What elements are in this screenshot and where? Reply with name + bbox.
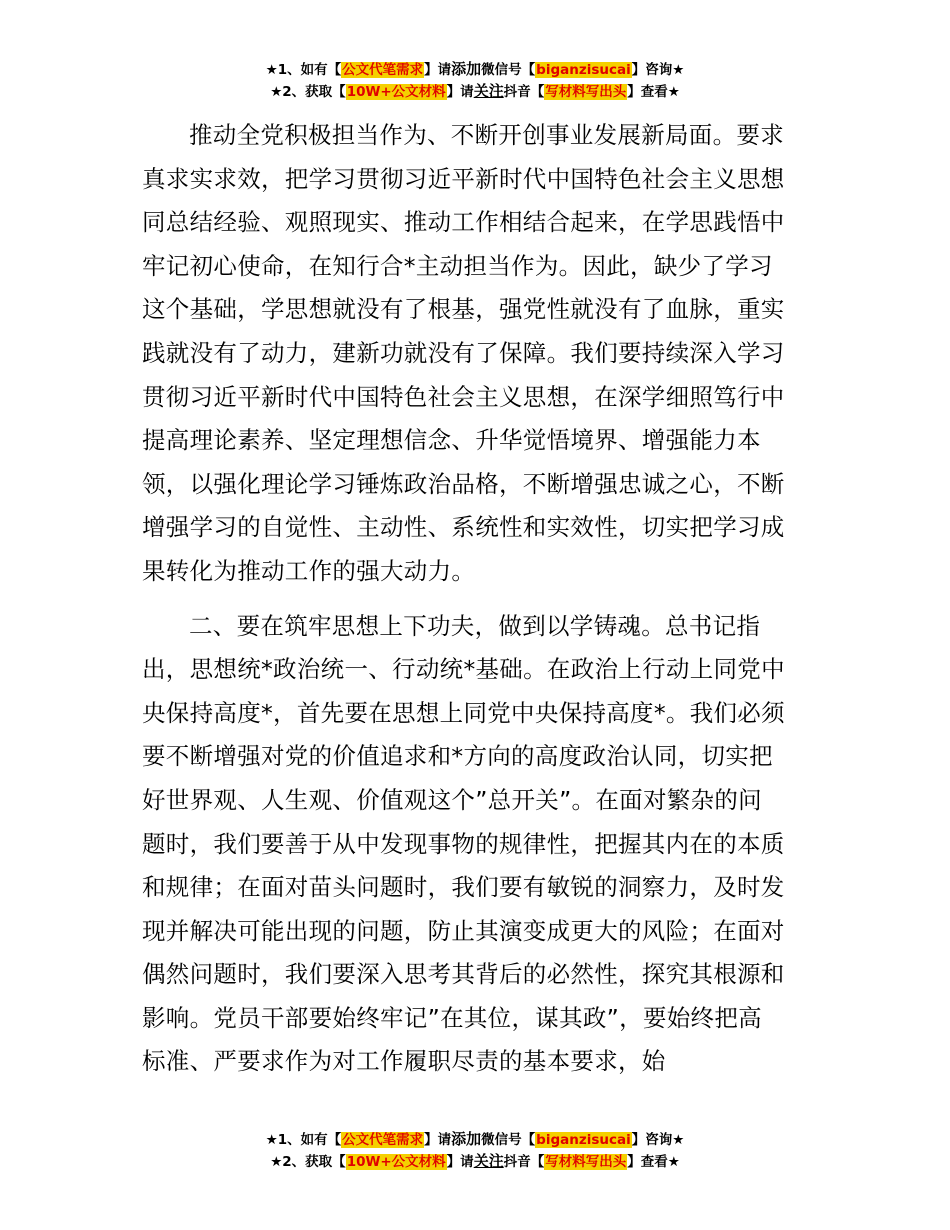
highlight-wechat-id: biganzisucai: [536, 1132, 631, 1148]
text-line: 要不断增强对党的价值追求和*方向的高度政治认同，切实把: [142, 742, 773, 771]
promo-text: ★1、如有【: [265, 1132, 342, 1148]
text-line: 和规律；在面对苗头问题时，我们要有敏锐的洞察力，及时发: [142, 873, 785, 902]
highlight-materials: 10W+公文材料: [346, 84, 446, 100]
highlight-account: 写材料写出头: [545, 84, 627, 100]
promo-text: 】查看★: [627, 1154, 680, 1170]
promo-text: 微信号【: [481, 62, 536, 78]
promo-text: 】请: [446, 1154, 474, 1170]
header-promo-banner: [0, 59, 950, 103]
promo-line-2: [0, 1151, 950, 1173]
paragraph-2: [142, 605, 810, 1085]
text-line: 这个基础，学思想就没有了根基，强党性就没有了血脉，重实: [142, 295, 785, 324]
highlight-service: 公文代笔需求: [342, 1132, 424, 1148]
highlight-service: 公文代笔需求: [342, 62, 424, 78]
text-line: 领，以强化理论学习锤炼政治品格，不断增强忠诚之心，不断: [142, 469, 785, 498]
promo-line-1: [0, 1129, 950, 1151]
text-line: 好世界观、人生观、价值观这个”总开关”。在面对繁杂的问: [142, 785, 762, 814]
text-line: 践就没有了动力，建新功就没有了保障。我们要持续深入学习: [142, 338, 785, 367]
text-line: 同总结经验、观照现实、推动工作相结合起来，在学思践悟中: [142, 208, 785, 237]
highlight-account: 写材料写出头: [545, 1154, 627, 1170]
promo-line-1: [0, 59, 950, 81]
text-line: 增强学习的自觉性、主动性、系统性和实效性，切实把学习成: [142, 513, 785, 542]
promo-emphasis: 添加: [451, 1130, 482, 1148]
text-line: 央保持高度*，首先要在思想上同党中央保持高度*。我们必须: [142, 698, 785, 727]
text-line: 牢记初心使命，在知行合*主动担当作为。因此，缺少了学习: [142, 251, 773, 280]
text-line: 偶然问题时，我们要深入思考其背后的必然性，探究其根源和: [142, 960, 785, 989]
highlight-wechat-id: biganzisucai: [536, 62, 631, 78]
highlight-materials: 10W+公文材料: [346, 1154, 446, 1170]
document-body: [142, 114, 810, 1084]
promo-text: ★2、获取【: [270, 84, 346, 100]
promo-emphasis: 关注: [473, 1152, 504, 1170]
promo-text: 】请: [446, 84, 474, 100]
promo-emphasis: 添加: [451, 60, 482, 78]
promo-line-2: [0, 81, 950, 103]
promo-text: 】请: [424, 1132, 452, 1148]
promo-text: 抖音【: [503, 84, 545, 100]
promo-text: 】请: [424, 62, 452, 78]
text-line: 提高理论素养、坚定理想信念、升华觉悟境界、增强能力本: [142, 426, 761, 455]
text-line: 推动全党积极担当作为、不断开创事业发展新局面。要求: [189, 121, 784, 149]
promo-text: ★1、如有【: [265, 62, 342, 78]
text-line: 影响。党员干部要始终牢记”在其位，谋其政”，要始终把高: [142, 1003, 762, 1032]
section-heading-line: 二、要在筑牢思想上下功夫，做到以学铸魂。总书记指: [189, 611, 761, 640]
text-line: 标准、严要求作为对工作履职尽责的基本要求，始: [142, 1047, 666, 1076]
text-line: 题时，我们要善于从中发现事物的规律性，把握其内在的本质: [142, 829, 785, 858]
promo-text: ★2、获取【: [270, 1154, 346, 1170]
promo-text: 】查看★: [627, 84, 680, 100]
paragraph-1: [142, 114, 810, 594]
text-line: 现并解决可能出现的问题，防止其演变成更大的风险；在面对: [142, 916, 785, 945]
text-line: 果转化为推动工作的强大动力。: [142, 556, 476, 585]
promo-text: 】咨询★: [631, 62, 685, 78]
footer-promo-banner: [0, 1129, 950, 1173]
text-line: 贯彻习近平新时代中国特色社会主义思想，在深学细照笃行中: [142, 382, 785, 411]
promo-emphasis: 关注: [473, 82, 504, 100]
text-line: 出，思想统*政治统一、行动统*基础。在政治上行动上同党中: [142, 655, 785, 684]
promo-text: 抖音【: [503, 1154, 545, 1170]
promo-text: 】咨询★: [631, 1132, 685, 1148]
text-line: 真求实求效，把学习贯彻习近平新时代中国特色社会主义思想: [142, 164, 785, 193]
promo-text: 微信号【: [481, 1132, 536, 1148]
